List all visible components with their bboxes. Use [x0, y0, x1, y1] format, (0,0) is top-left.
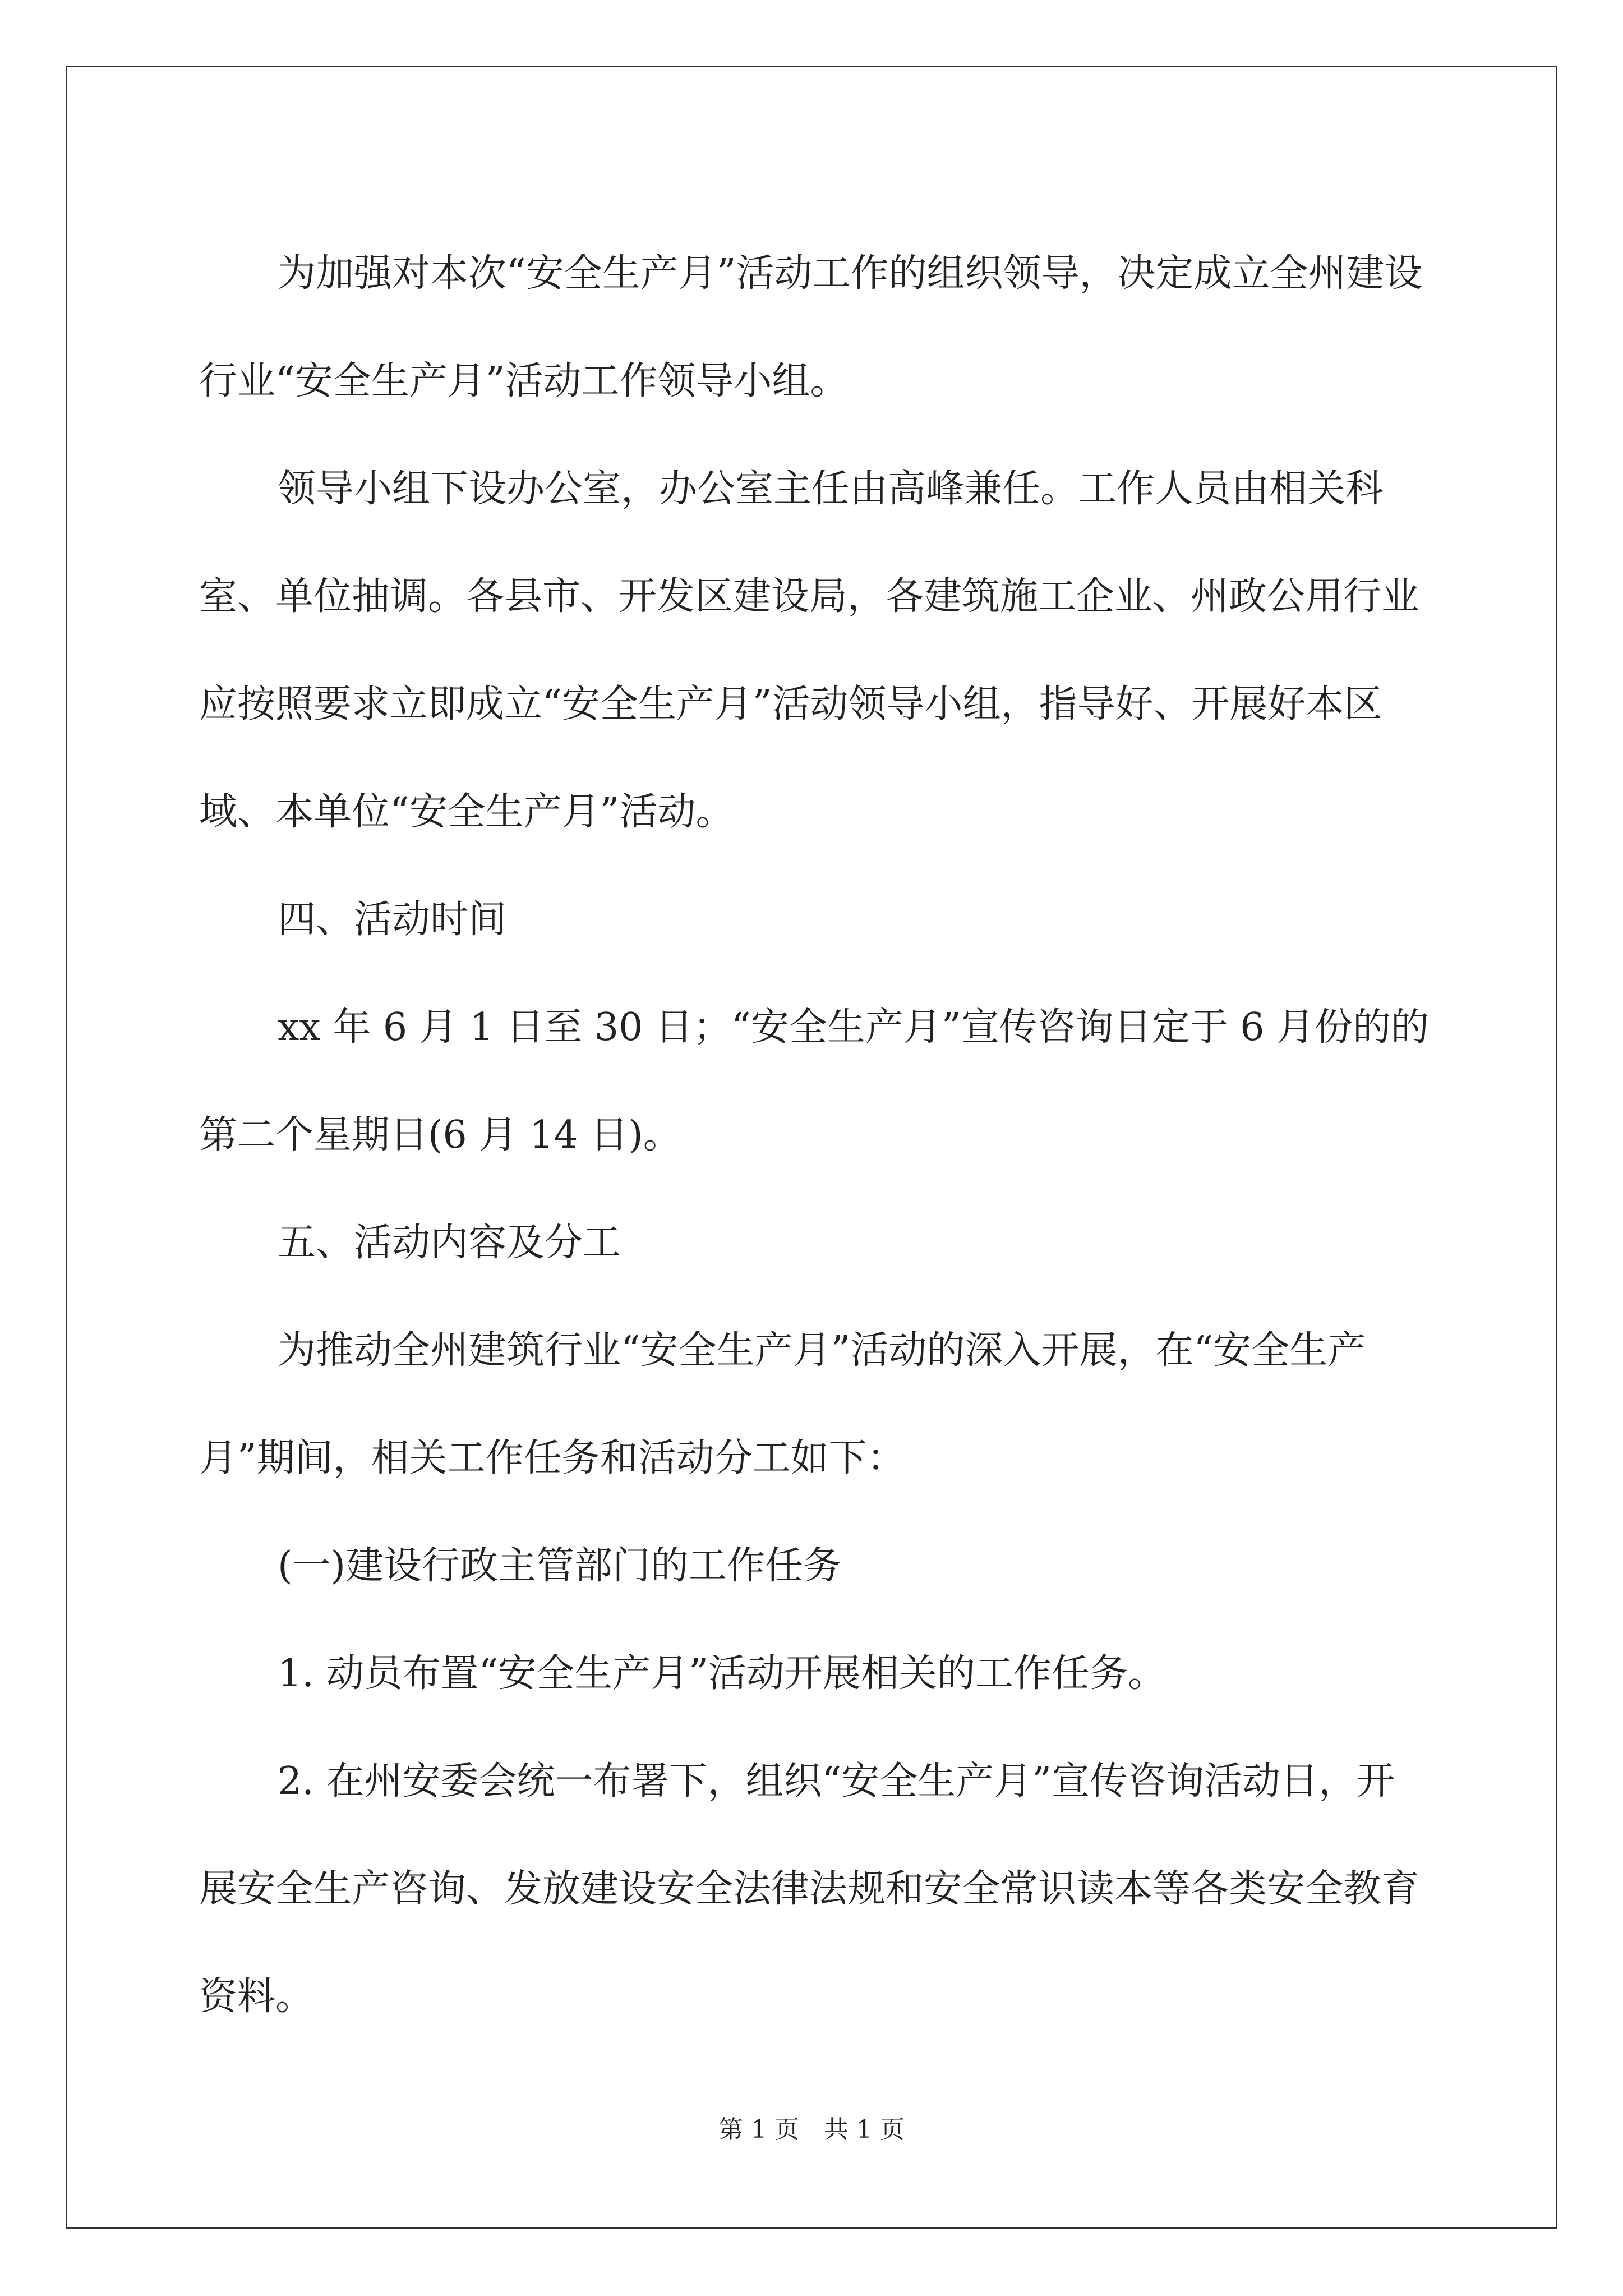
paragraph-leadership-group: 为加强对本次“安全生产月”活动工作的组织领导，决定成立全州建设行业“安全生产月”活动工作领导小组。 [199, 251, 1423, 403]
page-footer: 第 1 页 共 1 页 [718, 2115, 905, 2144]
subheading-admin-tasks: (一)建设行政主管部门的工作任务 [278, 1544, 842, 1588]
list-item-1: 1. 动员布置“安全生产月”活动开展相关的工作任务。 [278, 1651, 1166, 1696]
heading-activity-time: 四、活动时间 [278, 898, 507, 942]
list-item-2: 2. 在州安委会统一布署下，组织“安全生产月”宣传咨询活动日，开展安全生产咨询、发放建设安全法律法规和安全常识读本等各类安全教育资料。 [199, 1759, 1420, 2019]
paragraph-office: 领导小组下设办公室，办公室主任由高峰兼任。工作人员由相关科室、单位抽调。各县市、开发区建设局，各建筑施工企业、州政公用行业应按照要求立即成立“安全生产月”活动领导小组，指导好、开展好本区域、本单位“安全生产月”活动。 [199, 467, 1420, 834]
paragraph-activity-dates: xx 年 6 月 1 日至 30 日；“安全生产月”宣传咨询日定于 6 月份的的第二个星期日(6 月 14 日)。 [199, 1005, 1430, 1157]
paragraph-task-division: 为推动全州建筑行业“安全生产月”活动的深入开展，在“安全生产月”期间，相关工作任务和活动分工如下： [199, 1328, 1366, 1480]
heading-activity-content: 五、活动内容及分工 [278, 1221, 621, 1265]
document-body [199, 220, 1433, 2051]
